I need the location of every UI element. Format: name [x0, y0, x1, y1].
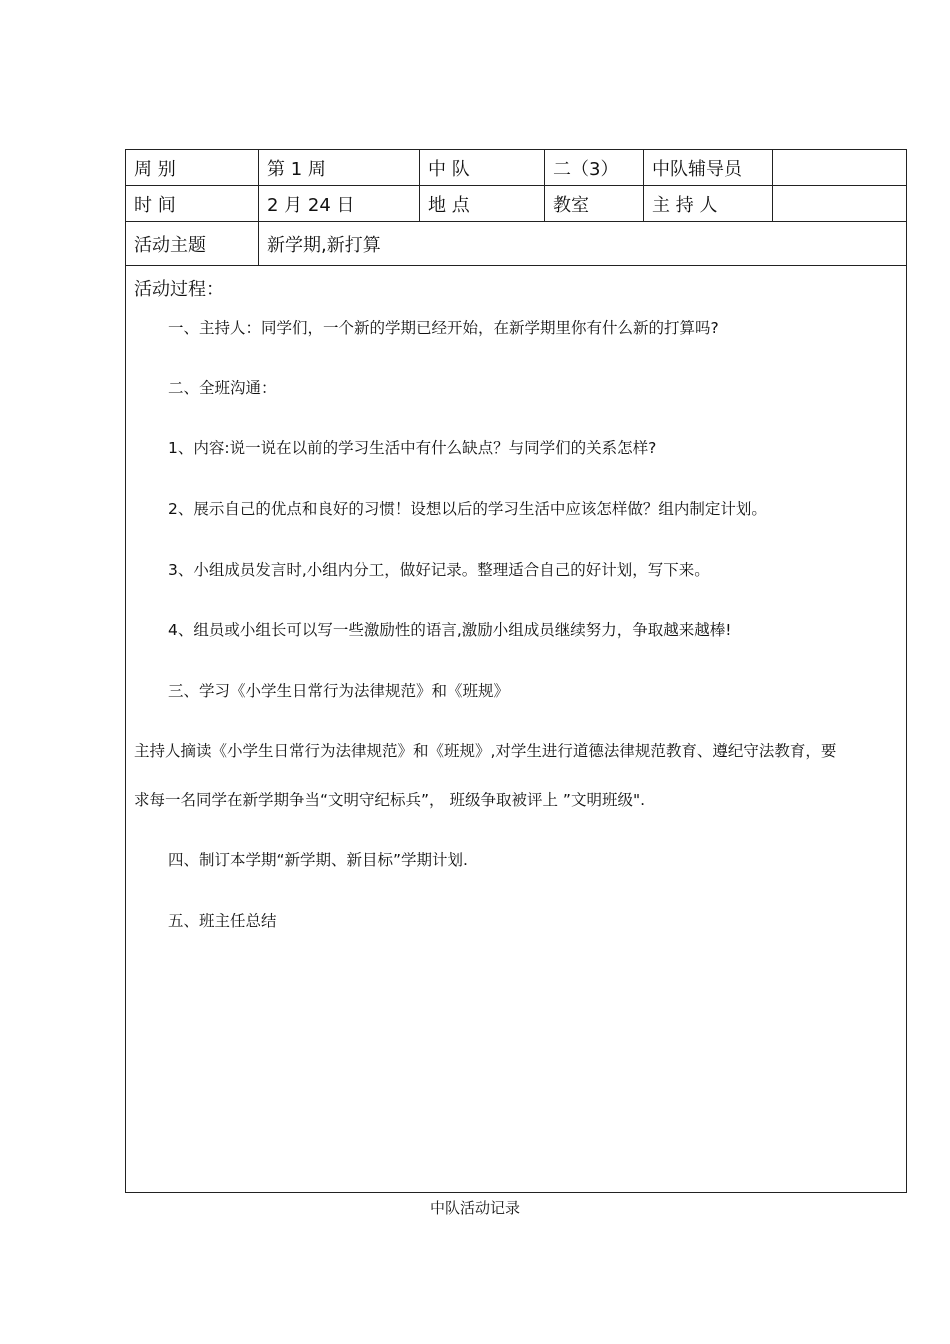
- theme-value: 新学期,新打算: [259, 222, 907, 266]
- activity-process-cell: [126, 266, 907, 1193]
- process-paragraph: 二、全班沟通：: [168, 379, 277, 397]
- process-paragraph: 3、小组成员发言时,小组内分工，做好记录。整理适合自己的好计划，写下来。: [168, 561, 710, 579]
- process-paragraph: 主持人摘读《小学生日常行为法律规范》和《班规》,对学生进行道德法律规范教育、遵纪守法教育，要: [134, 742, 837, 760]
- host-value: [773, 186, 907, 222]
- time-value: 2 月 24 日: [259, 186, 420, 222]
- week-label: 周 别: [126, 150, 259, 186]
- squad-label: 中 队: [420, 150, 545, 186]
- process-paragraph: 四、制订本学期“新学期、新目标”学期计划.: [168, 851, 468, 869]
- page-caption: 中队活动记录: [429, 1199, 520, 1217]
- process-paragraph: 求每一名同学在新学期争当“文明守纪标兵”， 班级争取被评上 ”文明班级".: [134, 791, 646, 809]
- table-row: [126, 266, 907, 1193]
- host-label: 主 持 人: [644, 186, 773, 222]
- table-row: [126, 150, 907, 186]
- activity-record-table: [125, 149, 907, 1193]
- table-row: [126, 186, 907, 222]
- time-label: 时 间: [126, 186, 259, 222]
- counselor-value: [773, 150, 907, 186]
- process-paragraph: 4、组员或小组长可以写一些激励性的语言,激励小组成员继续努力，争取越来越棒!: [168, 621, 732, 639]
- place-value: 教室: [545, 186, 644, 222]
- process-paragraph: 三、学习《小学生日常行为法律规范》和《班规》: [168, 682, 510, 700]
- process-paragraph: 五、班主任总结: [168, 912, 277, 930]
- week-value: 第 1 周: [259, 150, 420, 186]
- squad-value: 二（3）: [545, 150, 644, 186]
- theme-label: 活动主题: [126, 222, 259, 266]
- table-row: [126, 222, 907, 266]
- process-paragraph: 一、主持人：同学们，一个新的学期已经开始，在新学期里你有什么新的打算吗?: [168, 319, 719, 337]
- process-paragraph: 1、内容:说一说在以前的学习生活中有什么缺点？与同学们的关系怎样?: [168, 439, 657, 457]
- process-heading: 活动过程：: [134, 279, 224, 300]
- place-label: 地 点: [420, 186, 545, 222]
- counselor-label: 中队辅导员: [644, 150, 773, 186]
- process-paragraph: 2、展示自己的优点和良好的习惯！设想以后的学习生活中应该怎样做？组内制定计划。: [168, 500, 767, 518]
